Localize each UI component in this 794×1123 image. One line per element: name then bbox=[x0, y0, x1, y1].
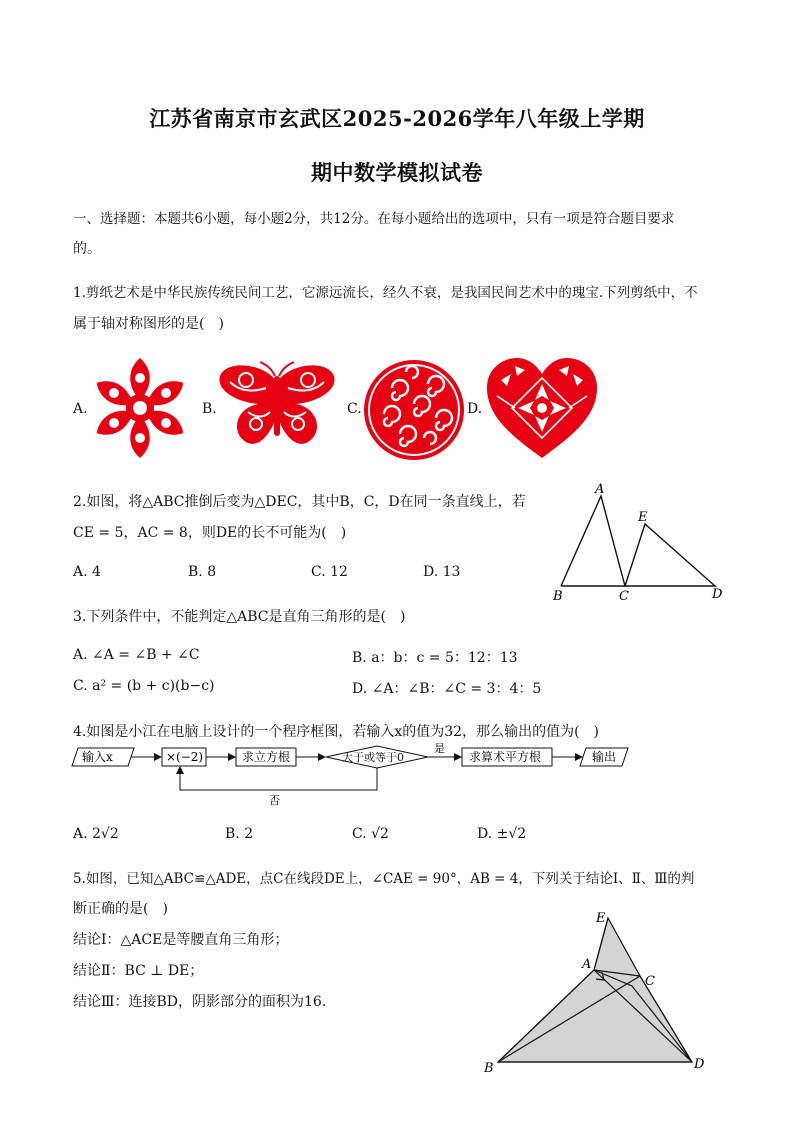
q5-geometry-figure bbox=[482, 906, 712, 1078]
q5-label-e: E bbox=[596, 911, 606, 926]
q3-option-d: D. ∠A：∠B：∠C = 3：4：5 bbox=[352, 681, 542, 697]
papercut-butterfly-image bbox=[218, 362, 336, 448]
q2-option-d: D. 13 bbox=[423, 564, 461, 580]
q3-option-b: B. a：b：c = 5：12：13 bbox=[352, 650, 518, 666]
papercut-circle-image bbox=[362, 358, 466, 462]
q4-option-a: A. 2√2 bbox=[73, 826, 119, 842]
q4-option-c: C. √2 bbox=[352, 826, 389, 842]
q3-option-c: C. a² = (b + c)(b−c) bbox=[73, 678, 215, 694]
q2-label-d: D bbox=[712, 587, 723, 602]
q1-stem-line2: 属于轴对称图形的是( ) bbox=[73, 316, 224, 332]
q1-option-b-label: B. bbox=[202, 401, 217, 417]
q4-option-b: B. 2 bbox=[225, 826, 254, 842]
flow-output-label: 输出 bbox=[592, 750, 617, 764]
paper-title-line2: 期中数学模拟试卷 bbox=[311, 160, 483, 185]
q5-conclusion-1: 结论Ⅰ：△ACE是等腰直角三角形； bbox=[73, 932, 289, 948]
q5-label-b: B bbox=[484, 1061, 494, 1076]
q2-stem-line1: 2.如图，将△ABC推倒后变为△DEC，其中B，C，D在同一条直线上，若 bbox=[73, 494, 526, 510]
q2-label-b: B bbox=[553, 589, 563, 604]
q2-label-a: A bbox=[595, 482, 605, 497]
q4-option-d: D. ±√2 bbox=[477, 826, 527, 842]
flow-no-label: 否 bbox=[269, 794, 280, 807]
q3-stem: 3.下列条件中，不能判定△ABC是直角三角形的是( ) bbox=[73, 609, 406, 625]
q4-stem: 4.如图是小江在电脑上设计的一个程序框图，若输入x的值为32，那么输出的值为( ) bbox=[73, 724, 599, 740]
q2-option-c: C. 12 bbox=[311, 564, 348, 580]
q1-stem-line1: 1.剪纸艺术是中华民族传统民间工艺，它源远流长，经久不衰，是我国民间艺术中的瑰宝.下列剪纸中，不 bbox=[73, 285, 698, 301]
q3-option-a: A. ∠A = ∠B + ∠C bbox=[73, 647, 200, 663]
q2-option-b: B. 8 bbox=[188, 564, 217, 580]
q2-option-a: A. 4 bbox=[73, 564, 101, 580]
q5-conclusion-2: 结论Ⅱ：BC ⊥ DE； bbox=[73, 963, 204, 979]
q4-flowchart bbox=[70, 740, 640, 810]
q5-stem-line1: 5.如图，已知△ABC≌△ADE，点C在线段DE上，∠CAE = 90°，AB = 4，下列关于结论Ⅰ、Ⅱ、Ⅲ的判 bbox=[73, 871, 695, 887]
q1-option-c-label: C. bbox=[347, 401, 362, 417]
flow-decision-label: 大于或等于0 bbox=[342, 751, 404, 764]
q5-stem-line2: 断正确的是( ) bbox=[73, 901, 168, 917]
flow-input-label: 输入x bbox=[82, 750, 113, 764]
flow-sqrt-label: 求算术平方根 bbox=[469, 750, 542, 764]
papercut-heart-image bbox=[485, 356, 599, 460]
flow-yes-label: 是 bbox=[434, 742, 445, 755]
q1-option-a-label: A. bbox=[73, 401, 88, 417]
q2-stem-line2: CE = 5，AC = 8，则DE的长不可能为( ) bbox=[73, 525, 347, 541]
section-heading: 一、选择题：本题共6小题，每小题2分，共12分。在每小题给出的选项中，只有一项是符合题目要求 bbox=[73, 211, 675, 227]
flow-multiply-label: ×(−2) bbox=[166, 750, 204, 764]
q2-label-e: E bbox=[638, 510, 648, 525]
q1-option-d-label: D. bbox=[467, 401, 483, 417]
flow-cuberoot-label: 求立方根 bbox=[242, 750, 291, 764]
q5-label-d: D bbox=[694, 1057, 705, 1072]
section-heading-cont: 的。 bbox=[73, 241, 101, 257]
q5-conclusion-3: 结论Ⅲ：连接BD，阴影部分的面积为16. bbox=[73, 994, 327, 1010]
q5-label-c: C bbox=[645, 974, 655, 989]
q2-label-c: C bbox=[619, 589, 629, 604]
q2-triangle-figure bbox=[545, 478, 735, 608]
paper-title-line1: 江苏省南京市玄武区2025-2026学年八年级上学期 bbox=[149, 106, 645, 131]
q5-label-a: A bbox=[582, 957, 592, 972]
papercut-snowflake-image bbox=[90, 353, 190, 463]
